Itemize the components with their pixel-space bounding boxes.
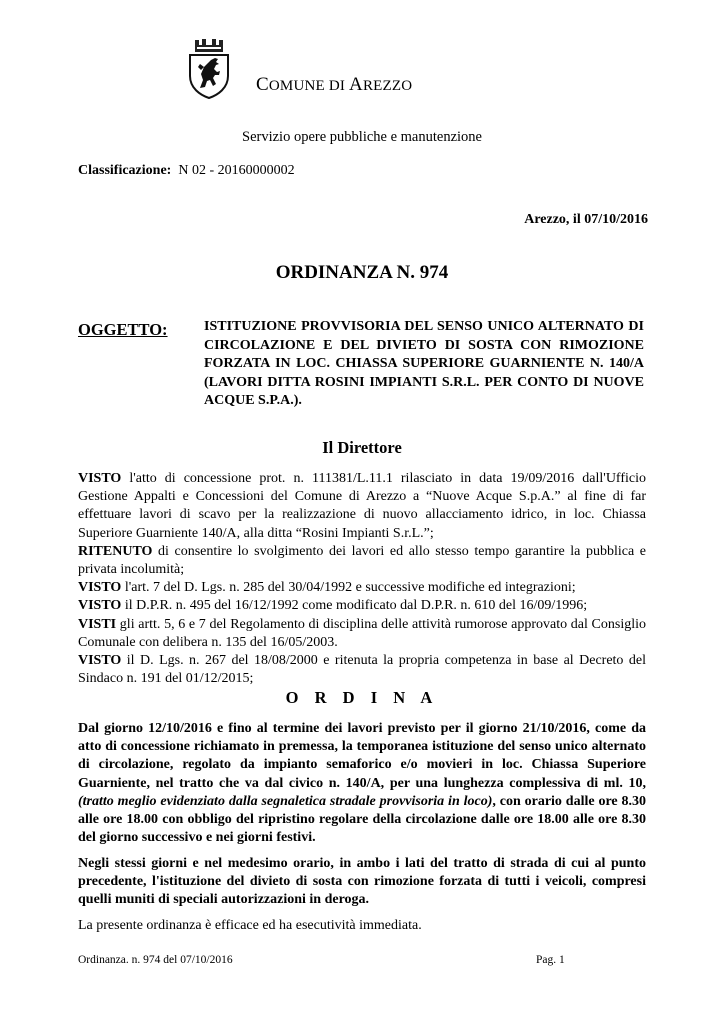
recital-text: l'art. 7 del D. Lgs. n. 285 del 30/04/1992 e successive modifiche ed integrazioni;: [121, 580, 576, 596]
recital-6: [78, 652, 646, 688]
arezzo-rest: REZZO: [362, 78, 413, 94]
provision-1-italic: (tratto meglio evidenziato dalla segnaletica stradale provvisoria in loco): [78, 793, 493, 809]
comune-rest: OMUNE DI: [268, 78, 350, 94]
provision-2: Negli stessi giorni e nel medesimo orario, in ambo i lati del tratto di strada di cui al punto precedente, l'istituzione del divieto di sosta con rimozione forzata di tutti i veicoli, compresi quelli muniti di speciali autorizzazioni in deroga.: [78, 856, 646, 908]
recital-text: di consentire lo svolgimento dei lavori ed allo stesso tempo garantire la pubblica e privata incolumità;: [78, 543, 646, 578]
footer-reference: Ordinanza. n. 974 del 07/10/2016: [78, 954, 233, 966]
recital-keyword: VISTO: [78, 653, 122, 669]
recital-2: [78, 543, 646, 579]
subject-label: OGGETTO:: [78, 320, 168, 339]
place-date: Arezzo, il 07/10/2016: [524, 212, 648, 227]
department-name: Servizio opere pubbliche e manutenzione: [242, 129, 482, 145]
recital-keyword: VISTO: [78, 471, 122, 486]
ordinance-title: ORDINANZA N. 974: [275, 262, 449, 283]
director-heading: Il Direttore: [322, 438, 402, 457]
recital-5: [78, 616, 646, 652]
provision-1-text-end: , con orario dalle ore 8.30 alle ore 18.00 con obbligo del ripristino regolare della circolazione dalle ore 18.00 alle ore 8.30 del giorno successivo e nei giorni festivi.: [78, 793, 646, 846]
ordina-heading: O R D I N A: [285, 688, 439, 707]
classification-value: N 02 - 20160000002: [178, 163, 295, 178]
recital-text: il D.P.R. n. 495 del 16/12/1992 come modificato dal D.P.R. n. 610 del 16/09/1996;: [121, 598, 588, 614]
subject-text: ISTITUZIONE PROVVISORIA DEL SENSO UNICO ALTERNATO DI CIRCOLAZIONE E DEL DIVIETO DI SOSTA CON RIMOZIONE FORZATA IN LOC. CHIASSA SUPERIORE GUARNIENTE N. 140/A (LAVORI DITTA ROSINI IMPIANTI S.R.L. PER CONTO DI NUOVE ACQUE S.P.A.).: [204, 319, 644, 408]
recital-4: [78, 597, 646, 615]
provision-1-text: Dal giorno 12/10/2016 e fino al termine dei lavori previsto per il giorno 21/10/2016, come da atto di concessione richiamato in premessa, la temporanea istituzione del senso unico alternato di circolazione, regolato da impianto semaforico e/o movieri in loc. Chiassa Superiore Guarniente, nel tratto che va dal civico n. 140/A, per una lunghezza complessiva di ml. 10,: [78, 721, 646, 791]
recital-1: [78, 470, 646, 543]
comune-initial: C: [256, 74, 269, 95]
recital-keyword: VISTO: [78, 580, 122, 596]
provision-1: [78, 720, 646, 847]
classification: [78, 163, 295, 179]
recitals: [78, 470, 646, 688]
recital-keyword: RITENUTO: [78, 543, 153, 559]
recital-keyword: VISTO: [78, 598, 122, 614]
recital-keyword: VISTI: [78, 616, 117, 632]
recital-3: [78, 579, 646, 597]
municipality-name: [256, 74, 412, 96]
effectiveness-note: La presente ordinanza è efficace ed ha esecutività immediata.: [78, 918, 422, 933]
arezzo-initial: A: [349, 74, 363, 95]
page-number: Pag. 1: [536, 954, 565, 966]
arezzo-coat-of-arms-icon: [186, 36, 232, 100]
recital-text: l'atto di concessione prot. n. 111381/L.11.1 rilasciato in data 19/09/2016 dall'Ufficio Gestione Appalti e Concessioni del Comune di Arezzo a “Nuove Acque S.p.A.” al fine di far effettuare lavori di scavo per la realizzazione di nuovo allacciamento idrico, in loc. Chiassa Superiore Guarniente 140/A, alla ditta “Rosini Impianti S.r.L.”;: [78, 471, 646, 541]
recital-text: gli artt. 5, 6 e 7 del Regolamento di disciplina delle attività rumorose approvato dal Consiglio Comunale con delibera n. 135 del 16/05/2003.: [78, 616, 646, 650]
classification-label: Classificazione:: [78, 163, 172, 178]
recital-text: il D. Lgs. n. 267 del 18/08/2000 e ritenuta la propria competenza in base al Decreto del Sindaco n. 191 del 01/12/2015;: [78, 653, 646, 687]
